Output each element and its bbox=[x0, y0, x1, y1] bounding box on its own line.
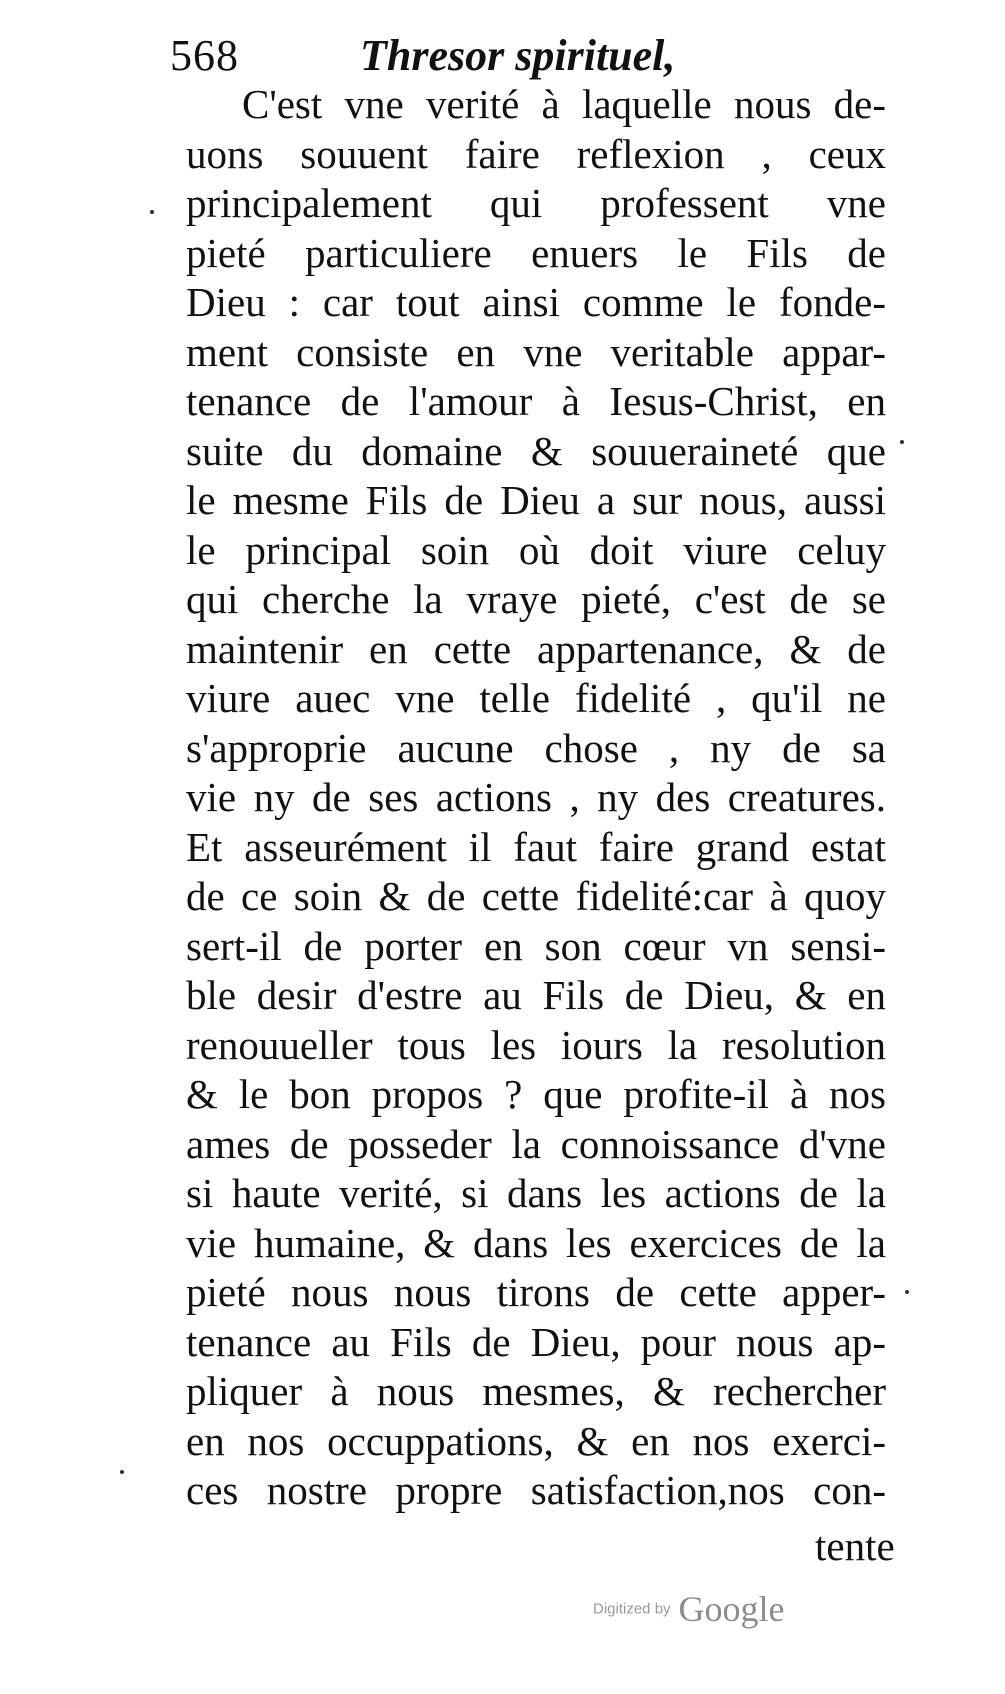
text-line: Et asseurément il faut faire grand estat bbox=[186, 823, 886, 870]
page-header bbox=[170, 26, 730, 86]
text-line: tenance de l'amour à Iesus-Christ, en bbox=[186, 378, 886, 424]
google-logo: Google bbox=[678, 1589, 785, 1629]
watermark-prefix: Digitized by bbox=[593, 1600, 671, 1618]
text-line: & le bon propos ? que profite-il à nos bbox=[186, 1071, 886, 1117]
text-line: Dieu : car tout ainsi comme le fonde- bbox=[186, 279, 886, 325]
scan-speck bbox=[120, 1470, 124, 1474]
text-line: renouueller tous les iours la resolution bbox=[186, 1021, 886, 1068]
text-line: pieté nous nous tirons de cette apper- bbox=[186, 1269, 886, 1315]
text-line: vie ny de ses actions , ny des creatures. bbox=[186, 774, 886, 820]
text-line: en nos occuppations, & en nos exerci- bbox=[186, 1417, 886, 1464]
catchword: tente bbox=[815, 1523, 895, 1569]
text-line: maintenir en cette appartenance, & de bbox=[186, 625, 886, 672]
text-line: le mesme Fils de Dieu a sur nous, aussi bbox=[186, 477, 886, 523]
text-line: C'est vne verité à laquelle nous de- bbox=[242, 81, 886, 127]
text-line: suite du domaine & souueraineté que bbox=[186, 427, 886, 474]
text-line: s'approprie aucune chose , ny de sa bbox=[186, 724, 886, 771]
scan-speck bbox=[150, 210, 154, 214]
scan-speck bbox=[900, 440, 904, 444]
text-line: principalement qui professent vne bbox=[186, 180, 886, 226]
text-line: uons souuent faire reflexion , ceux bbox=[186, 130, 886, 177]
text-line: tenance au Fils de Dieu, pour nous ap- bbox=[186, 1318, 886, 1365]
text-line: sert-il de porter en son cœur vn sensi- bbox=[186, 922, 886, 969]
text-line: viure auec vne telle fidelité , qu'il ne bbox=[186, 675, 886, 721]
text-line: ces nostre propre satisfaction,nos con- bbox=[186, 1467, 886, 1513]
running-title: Thresor spirituel, bbox=[360, 31, 676, 80]
text-line: ment consiste en vne veritable appar- bbox=[186, 328, 886, 375]
text-line: si haute verité, si dans les actions de la bbox=[186, 1170, 886, 1216]
page-number: 568 bbox=[170, 31, 239, 80]
text-line: pieté particuliere enuers le Fils de bbox=[186, 229, 886, 276]
text-line: de ce soin & de cette fidelité:car à quoy bbox=[186, 873, 886, 919]
text-line: ble desir d'estre au Fils de Dieu, & en bbox=[186, 972, 886, 1018]
body-text bbox=[186, 80, 886, 1516]
text-line: qui cherche la vraye pieté, c'est de se bbox=[186, 576, 886, 622]
digitized-watermark bbox=[593, 1588, 785, 1638]
text-line: le principal soin où doit viure celuy bbox=[186, 526, 886, 573]
text-line: vie humaine, & dans les exercices de la bbox=[186, 1219, 886, 1266]
text-line: pliquer à nous mesmes, & rechercher bbox=[186, 1368, 886, 1414]
text-line: ames de posseder la connoissance d'vne bbox=[186, 1120, 886, 1167]
scan-speck bbox=[905, 1290, 909, 1294]
